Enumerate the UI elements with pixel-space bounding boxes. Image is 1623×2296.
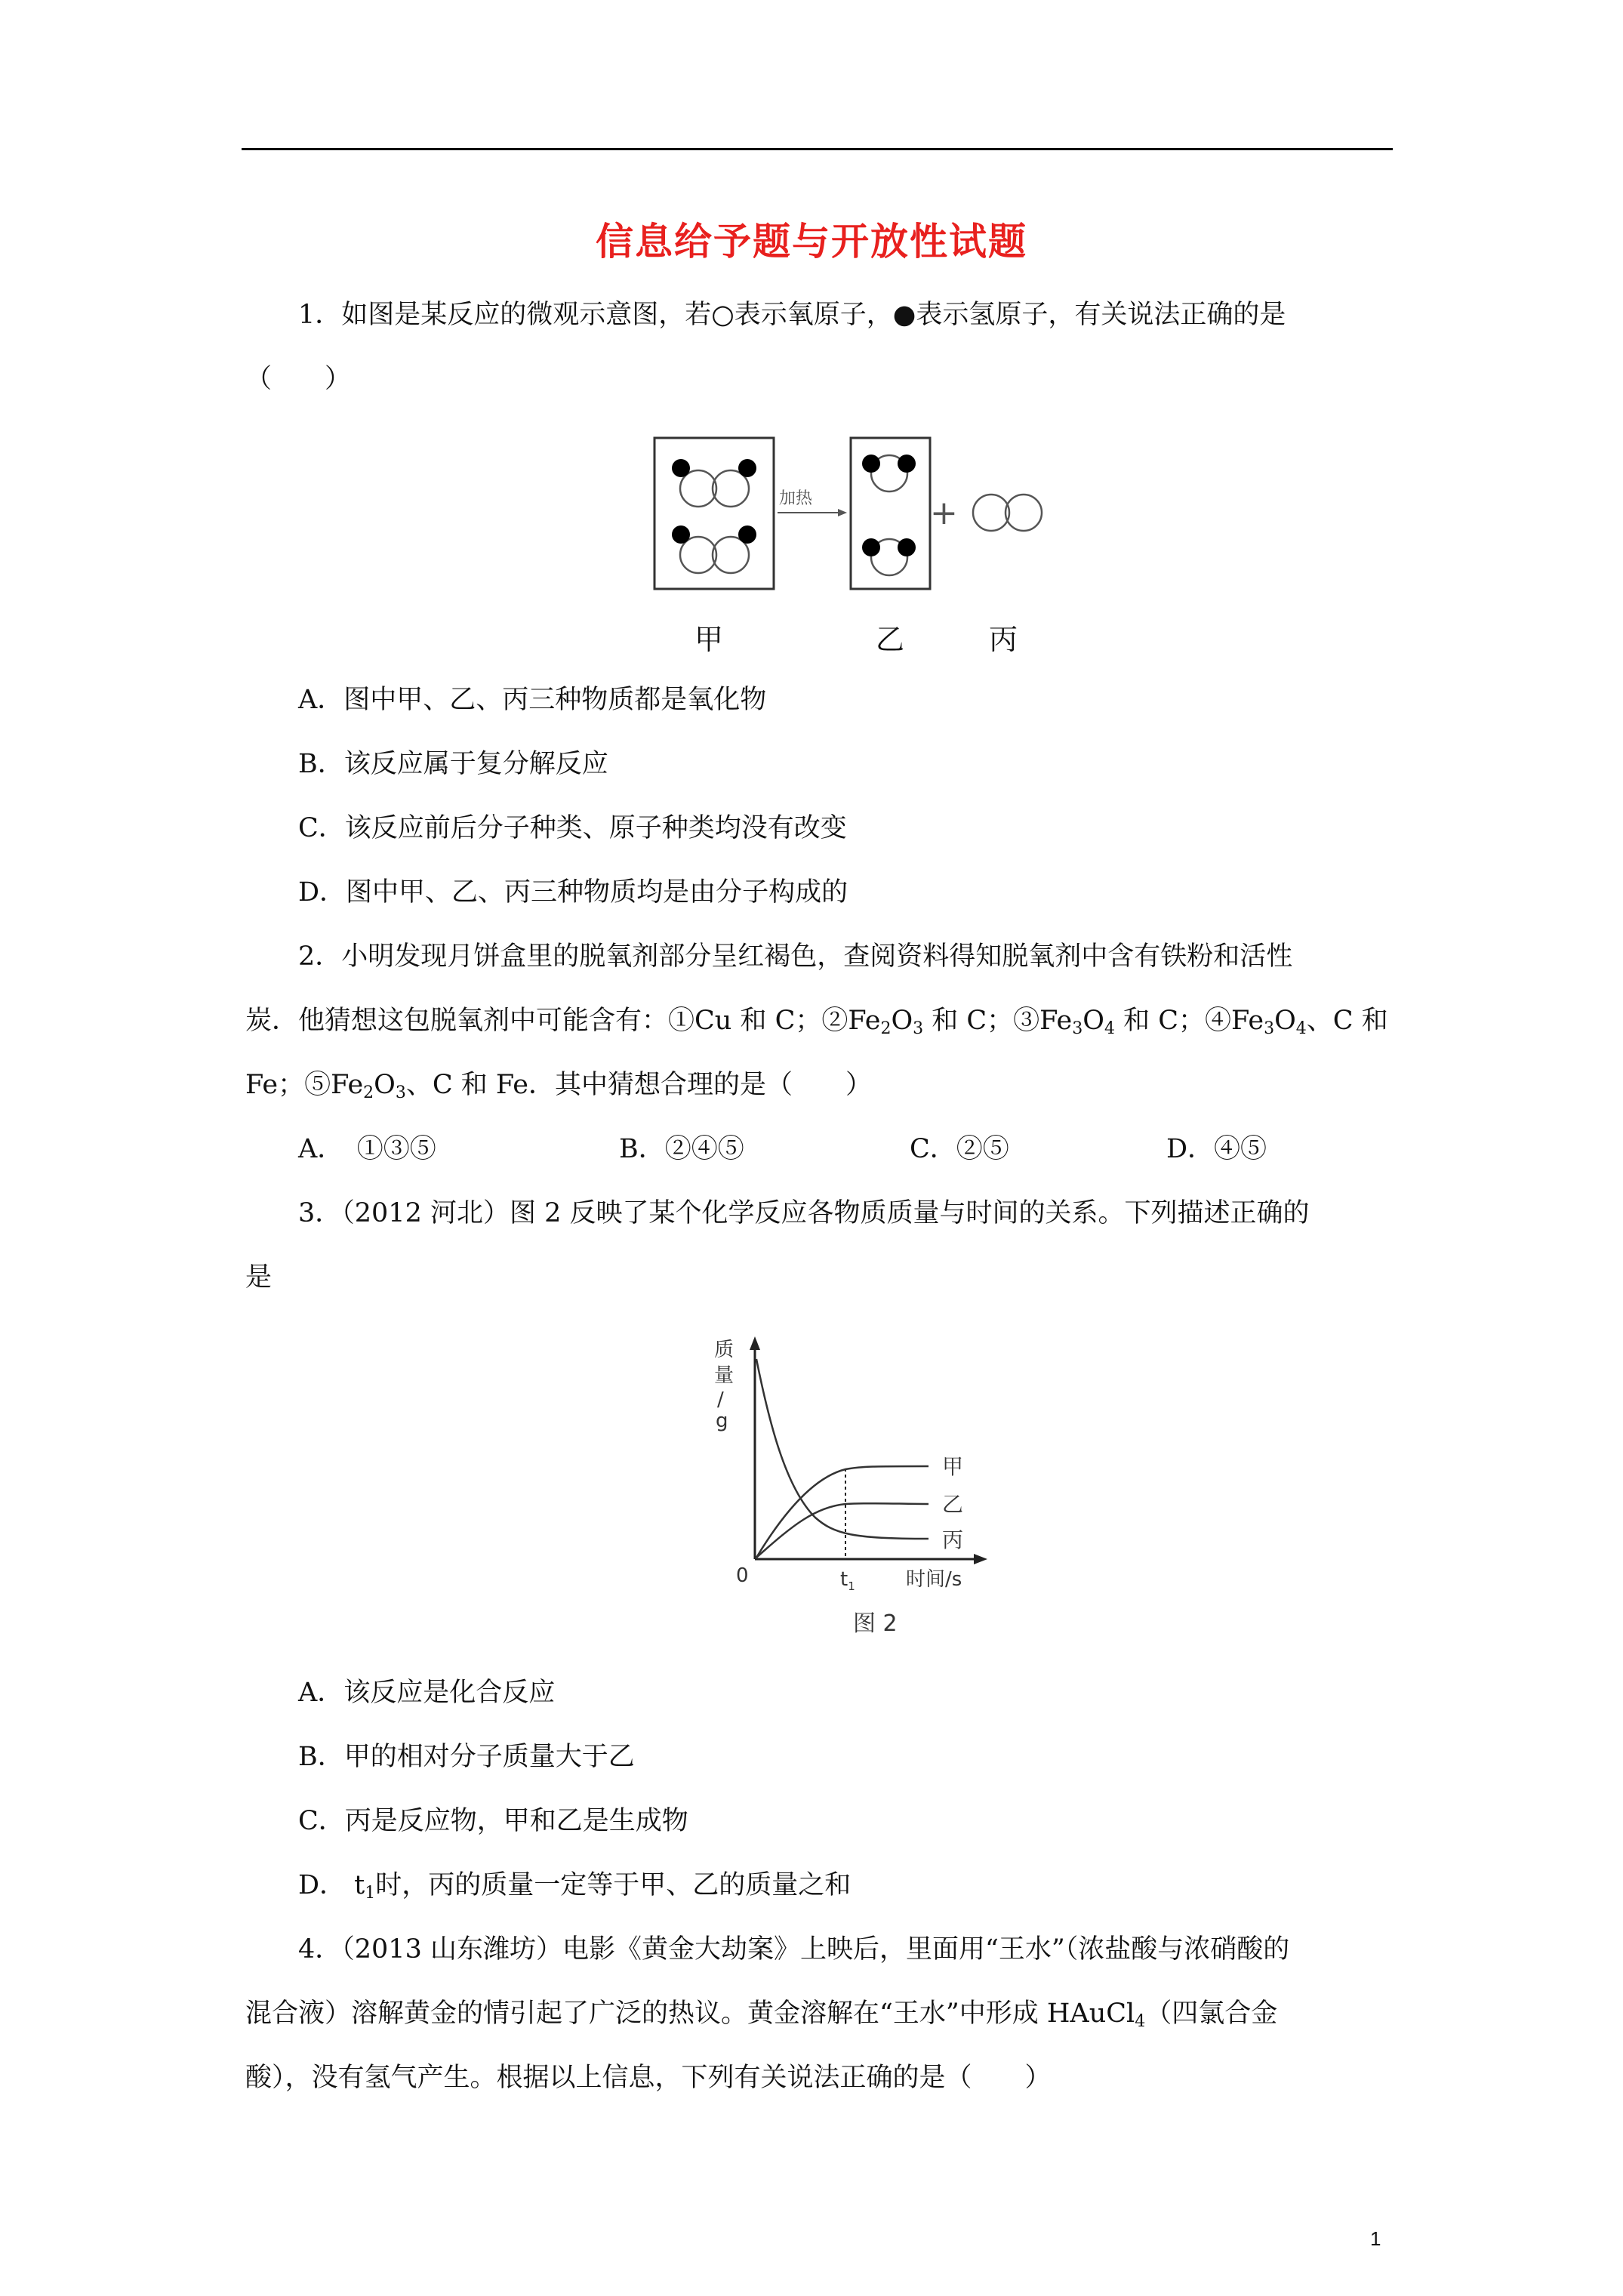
q3-line1: 3．（2012 河北）图 2 反映了某个化学反应各物质质量与时间的关系。下列描述正确的 [298,1198,1310,1228]
origin-label: 0 [736,1564,749,1587]
q1-stem: 1．如图是某反应的微观示意图，若○表示氧原子，●表示氢原子，有关说法正确的是 [298,300,1286,330]
page-number: 1 [1370,2227,1381,2250]
label-yi: 乙 [876,623,905,656]
jia-box [654,438,774,589]
y-label-3: / [717,1388,724,1411]
q3-line2: 是 [245,1262,273,1293]
q3-option-a: A．该反应是化合反应 [298,1678,556,1708]
t1-label: $t_1$ [840,1568,855,1593]
q3-option-c: C．丙是反应物，甲和乙是生成物 [298,1806,688,1836]
y-label-1: 质 [714,1339,735,1361]
x-axis-label: 时间/s [906,1568,962,1591]
q2-line2: 炭．他猜想这包脱氧剂中可能含有：①Cu 和 C；$②Fe_2O_3$ 和 C；$③Fe_3O_4$ 和 C；$④Fe_3O_4$、C 和 [245,1006,1388,1038]
q1-stem-bracket: （ ） [245,364,352,394]
header-rule [242,148,1393,150]
q1-micro-reaction-diagram [649,430,1072,657]
series-jia-label: 甲 [942,1454,964,1479]
label-jia: 甲 [694,623,724,656]
series-yi-label: 乙 [942,1492,964,1517]
q4-line3: 酸），没有氢气产生。根据以上信息，下列有关说法正确的是（ ） [245,2063,1052,2093]
q1-option-d: D．图中甲、乙、丙三种物质均是由分子构成的 [298,877,848,908]
q3-mass-time-chart [702,1329,1019,1646]
chart-caption: 图 2 [853,1610,898,1637]
plus-sign: + [930,494,958,532]
q1-option-b: B．该反应属于复分解反应 [298,749,608,779]
q2-line3: Fe；$⑤Fe_2O_3$、C 和 Fe．其中猜想合理的是（ ） [245,1070,872,1102]
q2-option-c: C．②⑤ [910,1134,1009,1164]
page-title: 信息给予题与开放性试题 [596,220,1027,264]
q4-line2: 混合液）溶解黄金的情引起了广泛的热议。黄金溶解在“王水”中形成 HAuCl$_4$（四氯合金 [245,1999,1278,2031]
q3-option-d: D． $t_1$时，丙的质量一定等于甲、乙的质量之和 [298,1870,852,1903]
series-jia-curve [756,1466,929,1558]
q2-option-d: D．④⑤ [1166,1134,1267,1164]
series-bing-label: 丙 [942,1527,964,1552]
q2-option-b: B．②④⑤ [619,1134,744,1164]
arrow-label: 加热 [779,489,813,508]
series-yi-curve [756,1503,929,1558]
q2-line1: 2．小明发现月饼盒里的脱氧剂部分呈红褐色，查阅资料得知脱氧剂中含有铁粉和活性 [298,942,1293,972]
y-label-2: 量 [714,1364,735,1387]
q2-option-a: A． ①③⑤ [298,1134,436,1164]
q1-option-a: A．图中甲、乙、丙三种物质都是氧化物 [298,685,767,715]
label-bing: 丙 [989,623,1018,656]
q3-option-b: B．甲的相对分子质量大于乙 [298,1742,635,1772]
q1-option-c: C．该反应前后分子种类、原子种类均没有改变 [298,813,847,843]
y-label-4: g [716,1410,728,1432]
q4-line1: 4．（2013 山东潍坊）电影《黄金大劫案》上映后，里面用“王水”（浓盐酸与浓硝酸的 [298,1934,1290,1965]
series-bing-curve [756,1359,929,1539]
